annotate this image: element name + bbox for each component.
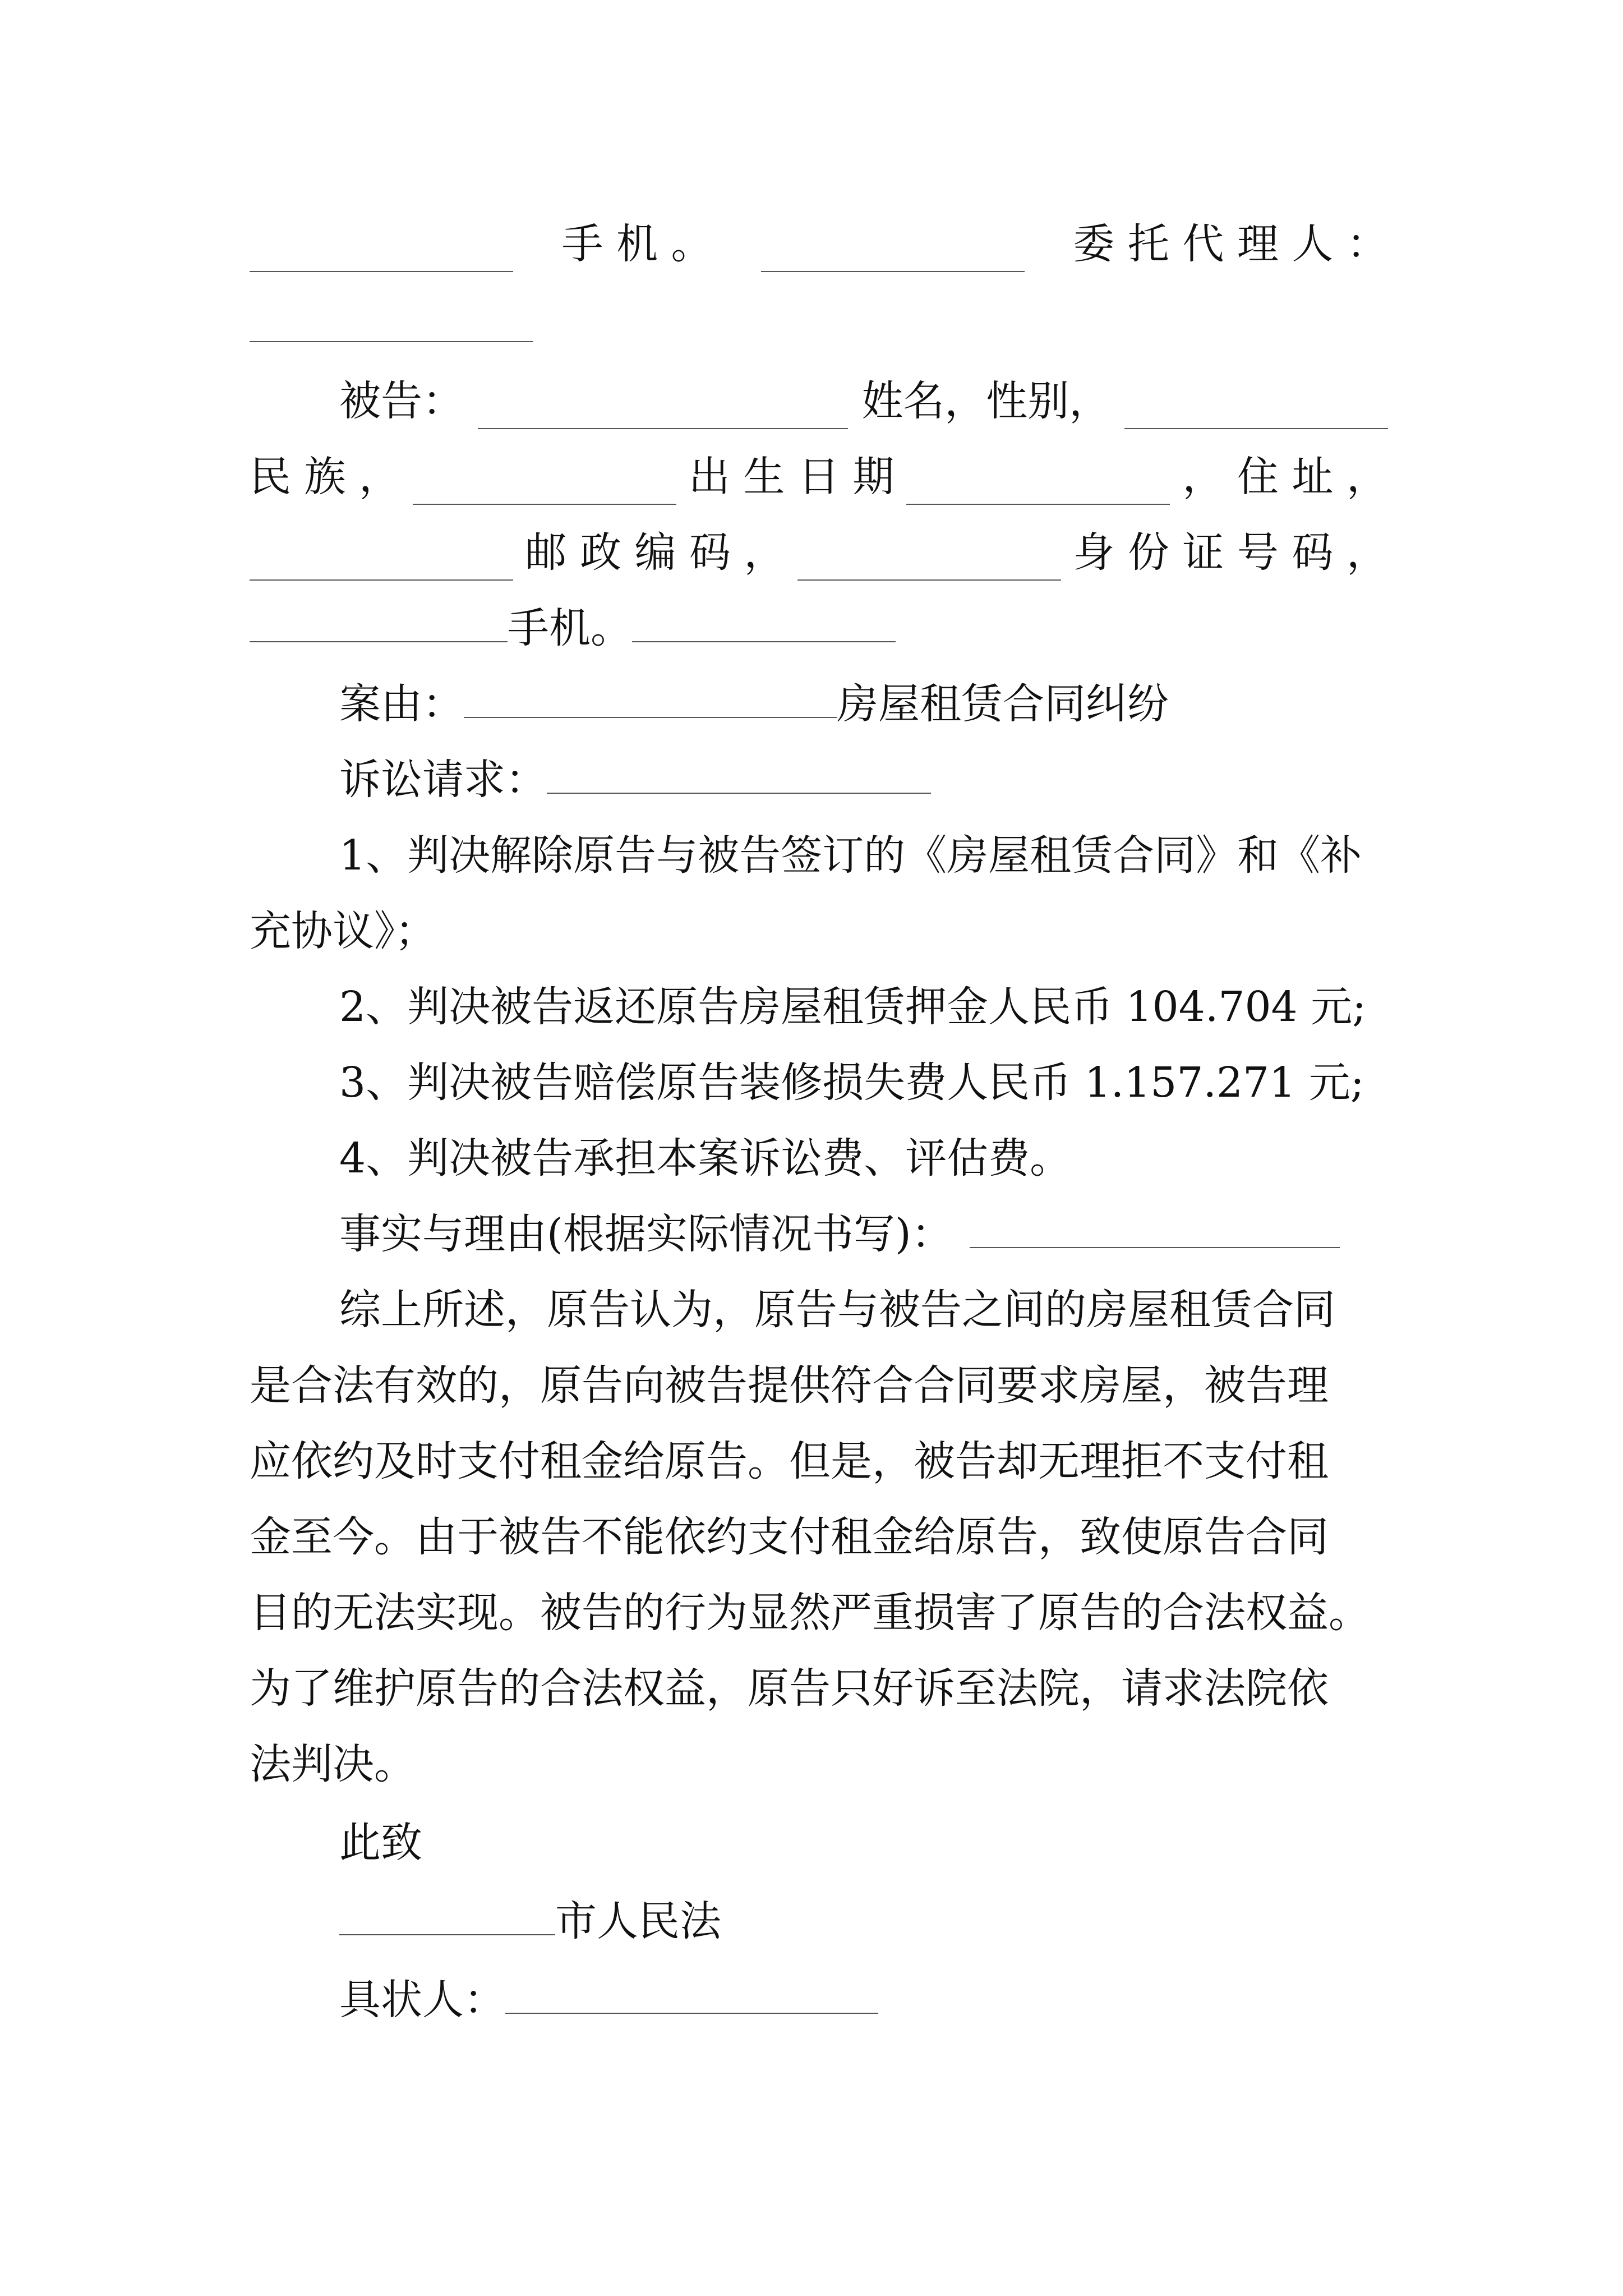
blank-field[interactable] [505, 1978, 878, 2014]
claim-item-1-line-1: 1、判决解除原告与被告签订的《房屋租赁合同》和《补 [339, 831, 1362, 880]
blank-field[interactable] [761, 236, 1025, 272]
blank-field[interactable] [547, 758, 931, 794]
claim-item-3: 3、判决被告赔偿原告装修损失费人民币 1.157.271 元; [339, 1059, 1364, 1107]
court-suffix: 市人民法 [555, 1897, 721, 1945]
summary-line-7: 法判决。 [250, 1740, 416, 1788]
summary-line-6: 为了维护原告的合法权益，原告只好诉至法院，请求法院依 [250, 1664, 1329, 1713]
blank-field[interactable] [906, 469, 1170, 505]
claim-item-4: 4、判决被告承担本案诉讼费、评估费。 [339, 1134, 1072, 1182]
case-line [339, 676, 1388, 732]
claims-label: 诉讼请求： [339, 756, 547, 804]
blank-field[interactable] [250, 545, 513, 581]
agent-blank-line [250, 300, 1388, 356]
defendant-line-2 [250, 449, 1388, 505]
ethnic-label: 民 族 ， [250, 453, 401, 501]
defendant-phone-label: 手机。 [508, 604, 632, 652]
defendant-label: 被告： [339, 377, 464, 425]
blank-field[interactable] [250, 236, 513, 272]
blank-field[interactable] [339, 1899, 555, 1935]
phone-label: 手 机 。 [561, 220, 713, 268]
blank-field[interactable] [797, 545, 1061, 581]
postal-label: 邮 政 编 码 ， [525, 528, 786, 577]
summary-line-2: 是合法有效的，原告向被告提供符合合同要求房屋，被告理 [250, 1361, 1329, 1410]
birth-label: 出 生 日 期 [688, 453, 895, 501]
id-label: 身 份 证 号 码 ， [1073, 528, 1388, 577]
agent-label: 委 托 代 理 人 ： [1073, 220, 1388, 268]
summary-line-5: 目的无法实现。被告的行为显然严重损害了原告的合法权益。 [250, 1589, 1370, 1637]
facts-label: 事实与理由(根据实际情况书写)： [339, 1210, 953, 1258]
blank-field[interactable] [250, 306, 533, 342]
summary-line-3: 应依约及时支付租金给原告。但是，被告却无理拒不支付租 [250, 1437, 1329, 1485]
summary-line-1: 综上所述，原告认为，原告与被告之间的房屋租赁合同 [339, 1286, 1335, 1334]
court-line [339, 1893, 1388, 1949]
signer-label: 具状人： [339, 1976, 505, 2024]
name-gender-label: 姓名，性别， [861, 377, 1111, 425]
defendant-line-3 [250, 524, 1388, 581]
plaintiff-phone-line [250, 216, 1388, 272]
blank-field[interactable] [478, 393, 848, 429]
case-label: 案由： [339, 680, 464, 728]
facts-line [339, 1206, 1388, 1262]
claim-item-2: 2、判决被告返还原告房屋租赁押金人民币 104.704 元; [339, 983, 1367, 1031]
blank-field[interactable] [970, 1212, 1340, 1248]
claim-item-1-line-2: 充协议》； [250, 907, 436, 955]
blank-field[interactable] [632, 606, 896, 642]
address-label: ， 住 址 ， [1182, 453, 1388, 501]
blank-field[interactable] [250, 606, 508, 642]
blank-field[interactable] [1124, 393, 1388, 429]
defendant-line-4 [250, 600, 1388, 656]
summary-line-4: 金至今。由于被告不能依约支付租金给原告，致使原告合同 [250, 1513, 1329, 1561]
salutation: 此致 [339, 1819, 422, 1867]
case-value: 房屋租赁合同纠纷 [837, 680, 1169, 728]
claims-line [339, 752, 1388, 808]
signer-line [339, 1972, 1388, 2028]
blank-field[interactable] [413, 469, 676, 505]
blank-field[interactable] [464, 682, 837, 718]
defendant-line-1 [339, 373, 1388, 429]
